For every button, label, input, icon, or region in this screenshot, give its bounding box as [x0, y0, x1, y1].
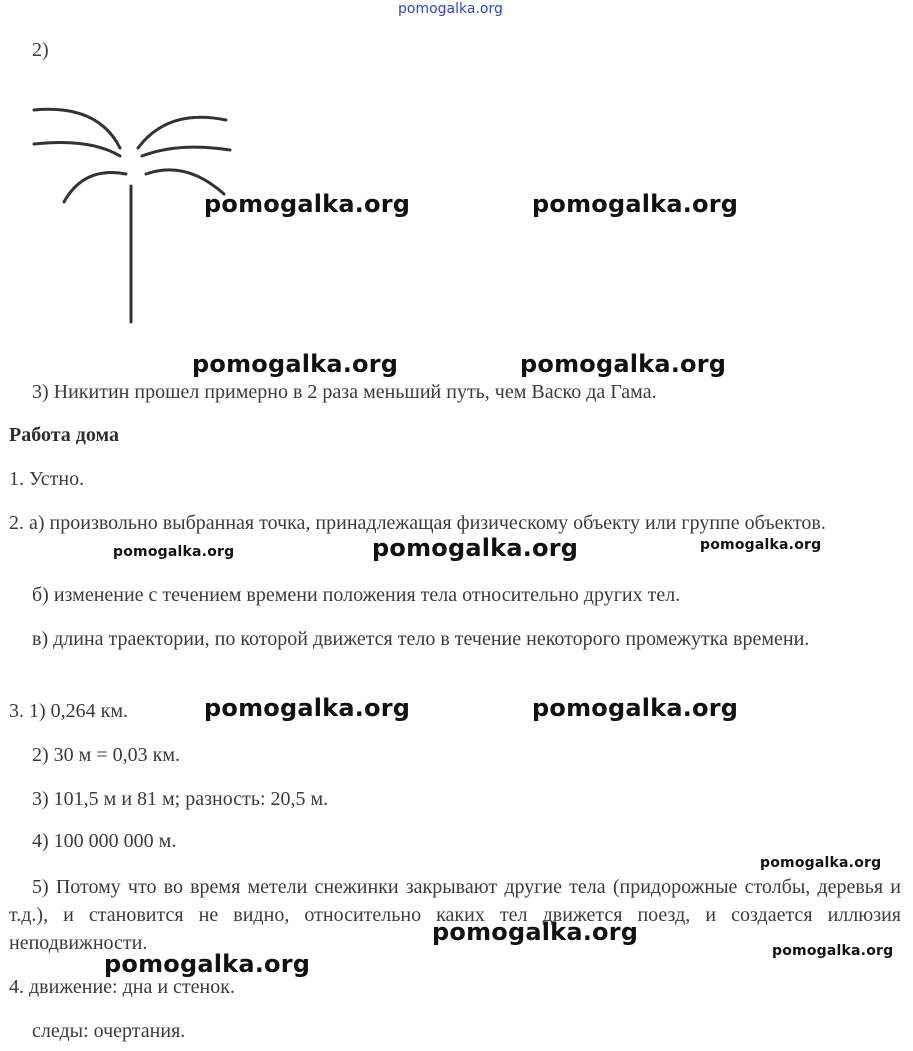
- site-header-link[interactable]: pomogalka.org: [398, 1, 503, 17]
- hw-item-3-5: 5) Потому что во время метели снежинки закрывают другие тела (придорожные столбы, деревья и т.д.), и становится не видно, относительно каких тел движется поезд, и создается иллюзия неподвижности.: [9, 876, 901, 954]
- watermark: pomogalka.org: [532, 190, 739, 218]
- hw-item-3-1: 3. 1) 0,264 км.: [9, 700, 129, 722]
- watermark: pomogalka.org: [520, 350, 727, 378]
- item-3-text: 3) Никитин прошел примерно в 2 раза меньший путь, чем Васко да Гама.: [32, 381, 657, 403]
- watermark: pomogalka.org: [772, 943, 894, 959]
- hw-item-4-1: 4. движение: дна и стенок.: [9, 976, 235, 998]
- watermark: pomogalka.org: [760, 855, 882, 871]
- watermark: pomogalka.org: [432, 918, 639, 946]
- hw-item-2b: б) изменение с течением времени положения тела относительно других тел.: [32, 584, 681, 606]
- watermark: pomogalka.org: [700, 537, 822, 553]
- hw-item-2a: 2. а) произвольно выбранная точка, принадлежащая физическому объекту или группе объектов.: [9, 512, 826, 534]
- hw-item-3-2: 2) 30 м = 0,03 км.: [32, 744, 180, 766]
- hw-item-1: 1. Устно.: [9, 468, 85, 490]
- watermark: pomogalka.org: [204, 694, 411, 722]
- watermark: pomogalka.org: [532, 694, 739, 722]
- section-heading: Работа дома: [9, 424, 119, 446]
- watermark: pomogalka.org: [104, 950, 311, 978]
- hw-item-4-2: следы: очертания.: [32, 1020, 186, 1042]
- hw-item-3-4: 4) 100 000 000 м.: [32, 830, 177, 852]
- watermark: pomogalka.org: [372, 534, 579, 562]
- watermark: pomogalka.org: [192, 350, 399, 378]
- watermark: pomogalka.org: [204, 190, 411, 218]
- hw-item-3-3: 3) 101,5 м и 81 м; разность: 20,5 м.: [32, 788, 329, 810]
- hw-item-2v: в) длина траектории, по которой движется тело в течение некоторого промежутка времени.: [32, 628, 810, 650]
- item-2-label: 2): [32, 39, 49, 61]
- watermark: pomogalka.org: [113, 544, 235, 560]
